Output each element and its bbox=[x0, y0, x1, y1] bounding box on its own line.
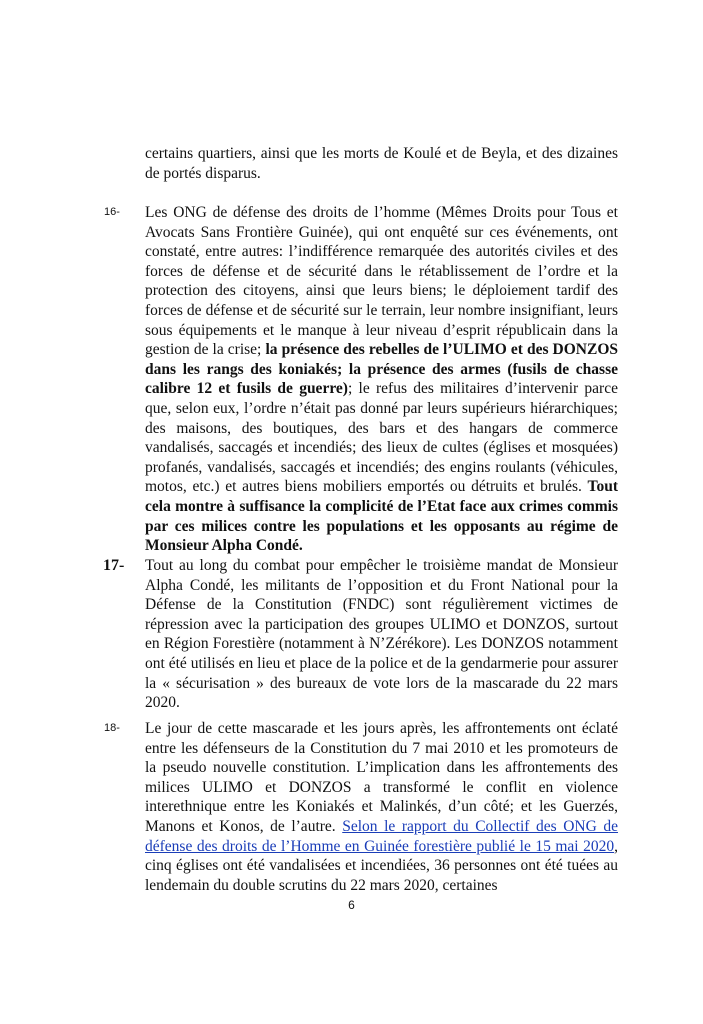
paragraph-text bbox=[145, 719, 618, 895]
text-segment: Le jour de cette mascarade et les jours après, les affrontements ont éclaté entre les défenseurs de la Constitution du 7 mai 2010 et les promoteurs de la pseudo nouvelle constitution. L’implication dans les affrontements des milices ULIMO et DONZOS a transformé le conflit en violence interethnique entre les Koniakés et Malinkés, d’un côté; et les Guerzés, Manons et Konos, de l’autre. bbox=[145, 720, 618, 835]
bold-segment: Tout cela montre à suffisance la complicité de l’Etat face aux crimes commis par ces milices contre les populations et les opposants au régime de Monsieur Alpha Condé. bbox=[145, 478, 618, 555]
paragraph-number: 17- bbox=[103, 557, 125, 574]
text-segment: Les ONG de défense des droits de l’homme (Mêmes Droits pour Tous et Avocats Sans Frontière Guinée), qui ont enquêté sur ces événements, ont constaté, entre autres: l’indifférence remarquée des autorités civiles et des forces de défense et de sécurité dans le rétablissement de l’ordre et la protection des citoyens, ainsi que leurs biens; le déploiement tardif des forces de défense et de sécurité sur le terrain, leur nombre insignifiant, leurs sous équipements et le manque à leur niveau d’esprit républicain dans la gestion de la crise; bbox=[145, 204, 618, 359]
paragraph-number: 16- bbox=[104, 206, 120, 218]
paragraph-text bbox=[145, 203, 618, 556]
text-segment: , cinq églises ont été vandalisées et incendiées, 36 personnes ont été tuées au lendemain du double scrutins du 22 mars 2020, certaines bbox=[145, 837, 618, 894]
bold-segment: la présence des rebelles de l’ULIMO et des DONZOS dans les rangs des koniakés; la présence des armes (fusils de chasse calibre 12 et fusils de guerre) bbox=[145, 341, 619, 398]
paragraph-text: Tout au long du combat pour empêcher le troisième mandat de Monsieur Alpha Condé, les militants de l’opposition et du Front National pour la Défense de la Constitution (FNDC) sont régulièrement victimes de répression avec la participation des groupes ULIMO et DONZOS, surtout en Région Forestière (notamment à N’Zérékore). Les DONZOS notamment ont été utilisés en lieu et place de la police et de la gendarmerie pour assurer la « sécurisation » des bureaux de vote lors de la mascarade du 22 mars 2020. bbox=[145, 557, 618, 712]
report-link[interactable]: Selon le rapport du Collectif des ONG de défense des droits de l’Homme en Guinée forestière publié le 15 mai 2020 bbox=[145, 817, 619, 855]
text-segment: ; le refus des militaires d’intervenir parce que, selon eux, l’ordre n’était pas donné par leurs supérieurs hiérarchiques; des maisons, des boutiques, des bars et des hangars de commerce vandalisés, saccagés et incendiés; des lieux de cultes (églises et mosquées) profanés, vandalisés, saccagés et incendiés; des engins roulants (véhicules, motos, etc.) et autres biens mobiliers emportés ou détruits et brulés. bbox=[145, 380, 618, 496]
continuation-paragraph: certains quartiers, ainsi que les morts de Koulé et de Beyla, et des dizaines de portés disparus. bbox=[145, 145, 618, 182]
page-number: 6 bbox=[348, 898, 355, 912]
paragraph-number: 18- bbox=[104, 722, 120, 734]
